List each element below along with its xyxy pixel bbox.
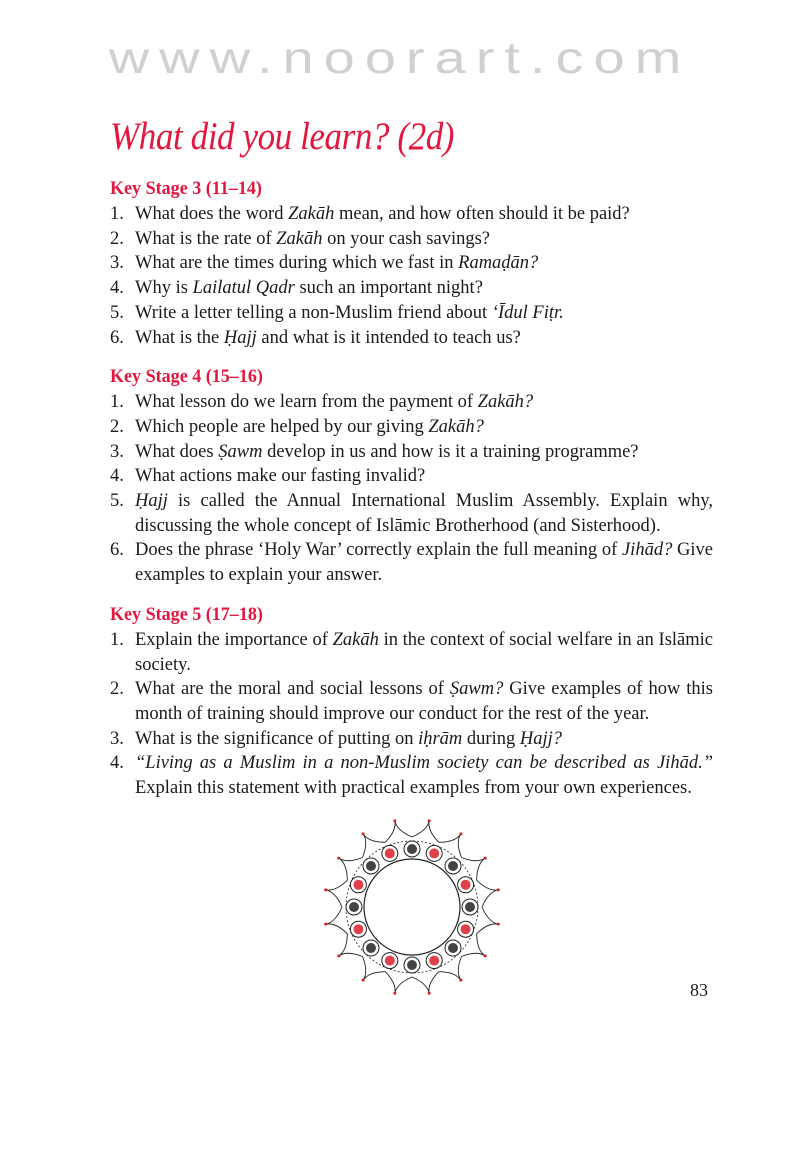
watermark: www.noorart.com [108,32,692,83]
italic-term: Ṣawm? [449,679,504,700]
ornament-tip-dot [393,992,396,995]
question-item [110,677,713,726]
question-text: What is the rate of [135,228,277,249]
ornament-medallion-fill [407,844,417,854]
italic-term: Zakāh [288,204,335,224]
question-text: Why is [135,278,193,299]
italic-term: Ḥajj? [519,728,562,749]
question-text: Which people are helped by our giving [135,416,429,437]
ornament-tip-dot [496,888,499,891]
section-heading: Key Stage 4 (15–16) [110,366,263,388]
ornament-spike [325,880,347,907]
question-number: 6. [110,540,124,561]
question-text: What are the times during which we fast in [135,253,459,274]
ornament-spike [325,907,347,934]
ornament-medallion-fill [384,848,394,858]
italic-term: Lailatul Qadr [192,278,295,299]
ornament-tip-dot [337,954,340,957]
ornament-tip-dot [361,832,364,835]
ornament-tip-dot [324,888,327,891]
question-item [110,415,713,440]
italic-term: Zakāh? [428,416,484,437]
ornament-mid-ring [346,841,478,973]
question-item [110,390,713,415]
ornament-medallion-fill [460,924,470,934]
ornament-spike [476,880,498,907]
ornament-tip-dot [427,992,430,995]
ornament-tip-dot [496,922,499,925]
question-text: What actions make our fasting invalid? [135,466,426,487]
question-number: 1. [110,204,124,224]
ornament-medallion-fill [429,955,439,965]
question-number: 5. [110,491,124,512]
ornament-tip-dot [337,856,340,859]
decorative-ornament-icon [322,817,502,997]
ornament-container [110,817,713,1002]
section-heading: Key Stage 5 (17–18) [110,603,263,625]
section-key-stage-3 [110,176,713,350]
ornament-medallion-fill [349,902,359,912]
ornament-tip-dot [483,856,486,859]
ornament-spike [476,907,498,934]
question-text: Does the phrase ‘Holy War’ correctly explain the full meaning of [135,540,622,561]
question-text: Write a letter telling a non-Muslim friend about [135,302,492,323]
question-text: Give examples of how this month of training should improve our conduct for the rest of the year. [135,679,713,724]
question-text: What is the [135,327,224,348]
question-number: 2. [110,228,124,249]
ornament-medallion-fill [460,880,470,890]
italic-term: ‘Īdul Fiṭr. [491,302,564,323]
italic-term: Ḥajj [223,327,257,348]
question-item [110,227,713,252]
question-text: is called the Annual International Muslim Assembly. Explain why, discussing the whole concept of Islāmic Brotherhood (and Sisterhood). [135,491,713,536]
question-number: 4. [110,278,124,299]
question-number: 4. [110,753,124,774]
question-item [110,301,713,326]
ornament-tip-dot [483,954,486,957]
question-number: 2. [110,416,124,437]
question-number: 3. [110,728,124,749]
question-text: on your cash savings? [322,228,491,249]
question-number: 5. [110,302,124,323]
italic-term: “Living as a Muslim in a non-Muslim society can be described as Jihād.” [135,753,713,774]
question-item [110,326,713,351]
ornament-medallion-fill [465,902,475,912]
ornament-tip-dot [324,922,327,925]
ornament-medallion-fill [365,861,375,871]
ornament-tip-dot [361,978,364,981]
question-item [110,727,713,752]
question-text: What does [135,441,219,462]
question-text: and what is it intended to teach us? [256,327,521,348]
page-title: What did you learn? (2d) [110,115,455,158]
question-number: 1. [110,392,124,413]
question-item [110,251,713,276]
question-text: develop in us and how is it a training programme? [262,441,639,462]
question-number: 3. [110,441,124,462]
page-content [110,112,713,1002]
ornament-spike [385,971,412,993]
ornament-medallion-fill [365,943,375,953]
ornament-medallion-fill [407,960,417,970]
italic-term: Ramaḍān? [458,253,539,274]
ornament-medallion-fill [429,848,439,858]
ornament-tip-dot [459,978,462,981]
question-text: Give examples to explain your answer. [135,540,713,586]
italic-term: Ṣawm [218,441,263,462]
question-text: Explain this statement with practical examples from your own experiences. [135,778,692,799]
question-item [110,628,713,677]
question-item [110,538,713,587]
question-item [110,751,713,800]
section-key-stage-5 [110,602,713,801]
question-item [110,489,713,538]
italic-term: Jihād? [621,540,673,561]
question-number: 3. [110,253,124,274]
ornament-inner-ring [364,859,460,955]
question-text: What lesson do we learn from the payment of [135,392,478,413]
page-number: 83 [690,980,708,1000]
question-item [110,440,713,465]
question-text: during [462,728,520,749]
ornament-medallion-fill [353,880,363,890]
question-text: in the context of social welfare in an Islāmic society. [135,629,713,675]
question-text: What are the moral and social lessons of [135,679,450,700]
question-text: Explain the importance of [135,629,333,650]
section-key-stage-4 [110,364,713,588]
italic-term: Ḥajj [135,491,168,512]
ornament-tip-dot [459,832,462,835]
ornament-spike [412,971,439,993]
ornament-medallion-fill [448,943,458,953]
ornament-medallion-fill [353,924,363,934]
italic-term: iḥrām [418,728,463,749]
question-text: What does the word [135,204,289,224]
ornament-tip-dot [427,819,430,822]
ornament-spike [385,820,412,842]
question-item [110,464,713,489]
italic-term: Zakāh [276,228,323,249]
ornament-spike [412,820,439,842]
question-item [110,202,713,227]
question-number: 6. [110,327,124,348]
question-text: such an important night? [294,278,483,299]
question-number: 1. [110,629,124,650]
ornament-medallion-fill [448,861,458,871]
italic-term: Zakāh [332,629,379,650]
section-heading: Key Stage 3 (11–14) [110,178,262,199]
ornament-medallion-fill [384,955,394,965]
question-number: 2. [110,679,124,700]
question-item [110,276,713,301]
italic-term: Zakāh? [477,392,534,413]
ornament-tip-dot [393,819,396,822]
question-text: mean, and how often should it be paid? [334,204,630,224]
question-number: 4. [110,466,124,487]
question-text: What is the significance of putting on [135,728,419,749]
